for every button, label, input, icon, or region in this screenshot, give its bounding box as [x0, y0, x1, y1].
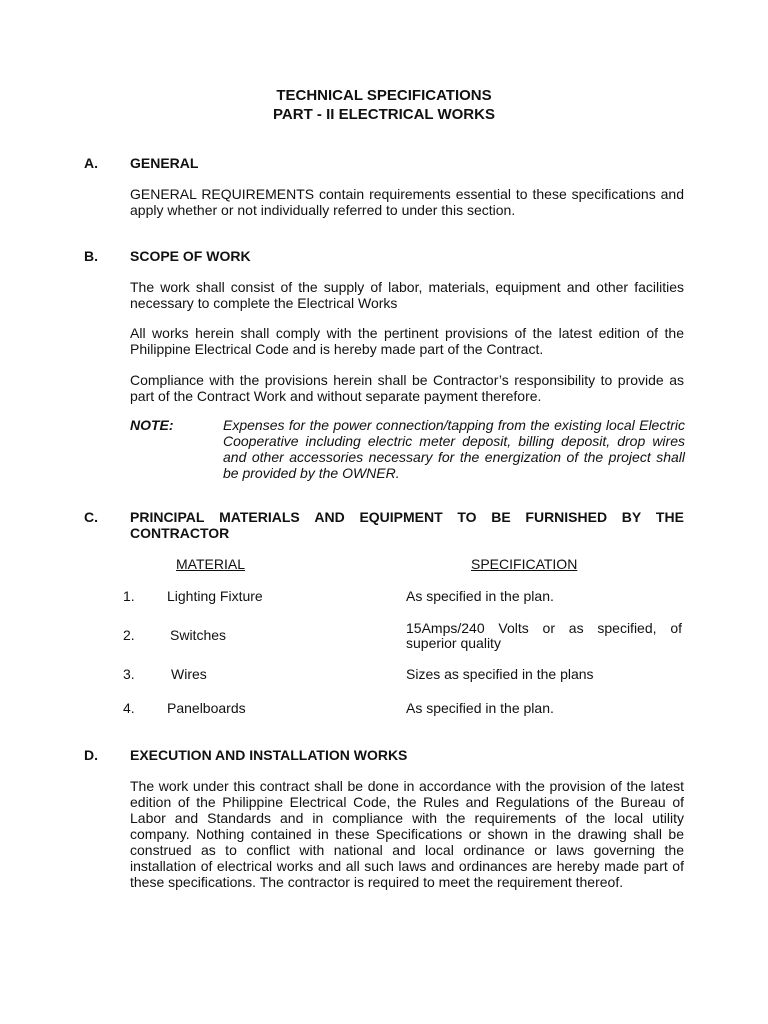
section-c-heading-line1: [130, 509, 684, 525]
section-b-paragraph-3: Compliance with the provisions herein shall be Contractor’s responsibility to provide as part of the Contract Work and without separate payment therefore.: [130, 372, 684, 404]
item-material: Switches: [170, 627, 227, 643]
document-subtitle: PART - II ELECTRICAL WORKS: [273, 106, 495, 123]
item-specification-line2: superior quality: [406, 635, 501, 651]
item-specification-line1: 15Amps/240 Volts or as specified, of: [406, 620, 682, 636]
section-b-letter: B.: [84, 248, 98, 264]
section-d-paragraph: The work under this contract shall be done in accordance with the provision of the latest edition of the Philippine Electrical Code, the Rules and Regulations of the Bureau of Labor and Standards and in compliance with the requirements of the local utility company. Nothing contained in these Specifications or shown in the drawing shall be construed as to conflict with national and local ordinance or laws governing the installation of electrical works and all such laws and ordinances are hereby made part of these specifications. The contractor is required to meet the requirement thereof.: [130, 778, 684, 890]
heading-word: PRINCIPAL: [130, 509, 205, 525]
section-c-heading-line2: CONTRACTOR: [130, 525, 230, 541]
item-material: Lighting Fixture: [167, 588, 263, 604]
heading-word: FURNISHED: [525, 509, 608, 525]
section-d-heading: EXECUTION AND INSTALLATION WORKS: [130, 747, 408, 763]
item-specification: Sizes as specified in the plans: [406, 666, 594, 682]
note-label: NOTE:: [130, 417, 174, 433]
item-specification: As specified in the plan.: [406, 588, 554, 604]
item-material: Panelboards: [167, 700, 246, 716]
section-b-paragraph-2: All works herein shall comply with the pertinent provisions of the latest edition of the Philippine Electrical Code and is hereby made part of the Contract.: [130, 325, 684, 357]
heading-word: THE: [655, 509, 684, 525]
item-number: 1.: [123, 588, 135, 604]
item-number: 3.: [123, 666, 135, 682]
section-b-heading: SCOPE OF WORK: [130, 248, 251, 264]
section-d-letter: D.: [84, 747, 98, 763]
section-c-heading: [130, 509, 684, 541]
heading-word: EQUIPMENT: [359, 509, 443, 525]
section-a-heading: GENERAL: [130, 155, 199, 171]
section-a-letter: A.: [84, 155, 98, 171]
item-number: 4.: [123, 700, 135, 716]
heading-word: MATERIALS: [219, 509, 300, 525]
heading-word: BY: [621, 509, 642, 525]
column-header-specification: SPECIFICATION: [471, 556, 578, 572]
item-specification: As specified in the plan.: [406, 700, 554, 716]
item-material: Wires: [171, 666, 207, 682]
section-a-paragraph: GENERAL REQUIREMENTS contain requirements essential to these specifications and apply whether or not individually referred to under this section.: [130, 186, 684, 218]
document-title: TECHNICAL SPECIFICATIONS: [276, 87, 492, 104]
section-b-paragraph-1: The work shall consist of the supply of labor, materials, equipment and other facilities necessary to complete the Electrical Works: [130, 279, 684, 311]
column-header-material: MATERIAL: [176, 556, 245, 572]
note-text: Expenses for the power connection/tapping from the existing local Electric Cooperative including electric meter deposit, billing deposit, drop wires and other accessories necessary for the energization of the project shall be provided by the OWNER.: [223, 417, 685, 481]
heading-word: AND: [314, 509, 345, 525]
item-number: 2.: [123, 627, 135, 643]
heading-word: BE: [491, 509, 511, 525]
section-c-letter: C.: [84, 509, 98, 525]
heading-word: TO: [457, 509, 477, 525]
